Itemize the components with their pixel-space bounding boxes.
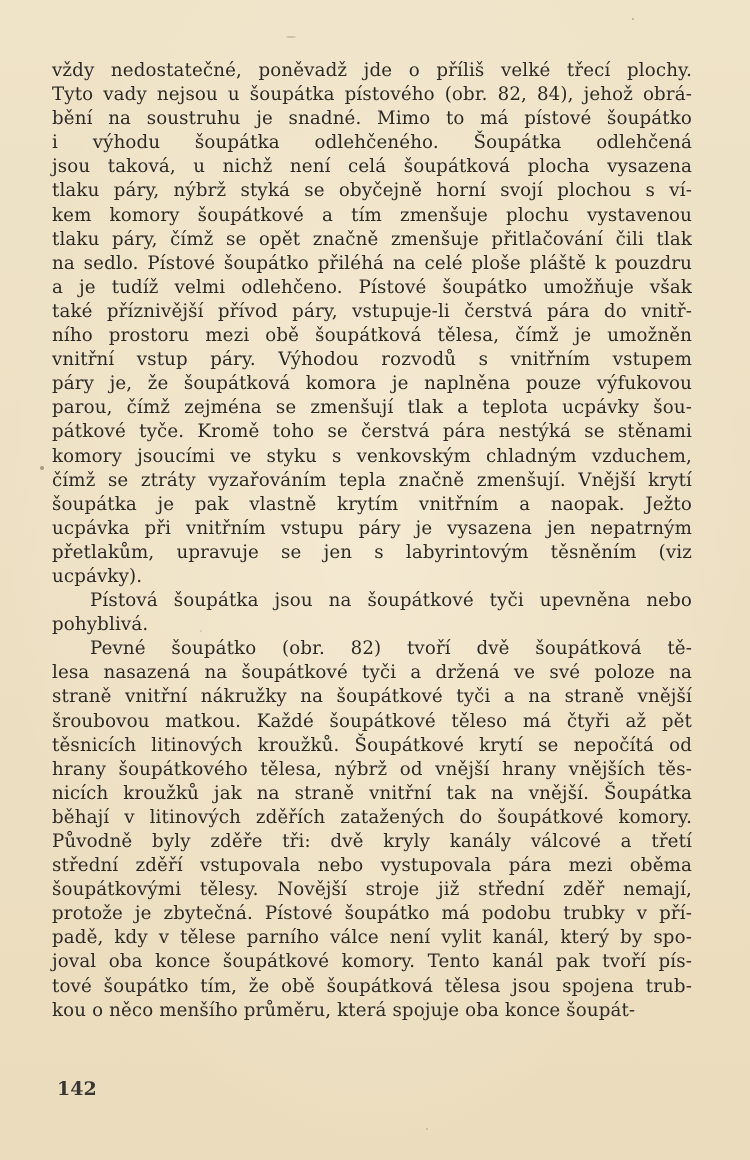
text-line: Pístová šoupátka jsou na šoupátkové tyči upevněna nebo bbox=[90, 590, 692, 612]
text-line: tlaku páry, čímž se opět značně zmenšuje přitlačování čili tlak bbox=[52, 228, 692, 250]
text-line: šoupátkovými tělesy. Novější stroje již střední zděř nemají, bbox=[52, 879, 692, 901]
text-line: kou o něco menšího průměru, která spojuje oba konce šoupát- bbox=[52, 999, 636, 1021]
text-line: tlaku páry, nýbrž styká se obyčejně horní svojí plochou s ví- bbox=[52, 180, 692, 202]
text-line: i výhodu šoupátka odlehčeného. Šoupátka odlehčená bbox=[52, 132, 692, 154]
text-line: tové šoupátko tím, že obě šoupátková tělesa jsou spojena trub- bbox=[52, 975, 692, 997]
paper-speck bbox=[632, 18, 634, 20]
page-number: 142 bbox=[57, 1078, 97, 1100]
text-line: a je tudíž velmi odlehčeno. Pístové šoupátko umožňuje však bbox=[52, 276, 692, 298]
text-line: protože je zbytečná. Pístové šoupátko má podobu trubky v pří- bbox=[52, 903, 692, 925]
text-line: jsou taková, u nichž není celá šoupátková plocha vysazena bbox=[52, 156, 692, 178]
text-line: bění na soustruhu je snadné. Mimo to má pístové šoupátko bbox=[52, 108, 692, 130]
text-line: komory jsoucími ve styku s venkovským chladným vzduchem, bbox=[52, 445, 692, 467]
text-line: kem komory šoupátkové a tím zmenšuje plochu vystavenou bbox=[52, 204, 692, 226]
text-line: také příznivější přívod páry, vstupuje-li čerstvá pára do vnitř- bbox=[52, 300, 692, 322]
paragraph bbox=[52, 637, 692, 1023]
text-line: Tyto vady nejsou u šoupátka pístového (obr. 82, 84), jehož obrá- bbox=[52, 84, 692, 106]
text-line: joval oba konce šoupátkové komory. Tento kanál pak tvoří pís- bbox=[52, 951, 692, 973]
text-line: lesa nasazená na šoupátkové tyči a držená ve své poloze na bbox=[52, 662, 692, 684]
text-line: Pevné šoupátko (obr. 82) tvoří dvě šoupátková tě- bbox=[90, 638, 692, 660]
text-line: nicích kroužků jak na straně vnitřní tak na vnější. Šoupátka bbox=[52, 782, 692, 804]
text-line: straně vnitřní nákružky na šoupátkové tyči a na straně vnější bbox=[52, 686, 692, 708]
text-line: ucpávka při vnitřním vstupu páry je vysazena jen nepatrným bbox=[52, 517, 692, 539]
text-line: běhají v litinových zděřích zatažených do šoupátkové komory. bbox=[52, 806, 692, 828]
text-line: Původně byly zděře tři: dvě kryly kanály válcové a třetí bbox=[52, 831, 692, 852]
text-line: ního prostoru mezi obě šoupátková tělesa, čímž je umožněn bbox=[52, 325, 692, 347]
text-line: hrany šoupátkového tělesa, nýbrž od vnější hrany vnějších těs- bbox=[52, 758, 692, 780]
text-line: těsnicích litinových kroužků. Šoupátkové krytí se nepočítá od bbox=[52, 734, 692, 756]
text-line: pátkové tyče. Kromě toho se čerstvá pára nestýká se stěnami bbox=[52, 421, 692, 443]
text-line: pohyblivá. bbox=[52, 614, 149, 636]
text-line: přetlakům, upravuje se jen s labyrintovým těsněním (viz bbox=[52, 541, 692, 563]
paper-speck bbox=[426, 1128, 428, 1130]
paragraph bbox=[52, 589, 692, 637]
text-line: páry je, že šoupátková komora je naplněna pouze výfukovou bbox=[52, 373, 692, 395]
paper-speck bbox=[286, 36, 296, 38]
paragraph bbox=[52, 59, 692, 589]
text-line: padě, kdy v tělese parního válce není vylit kanál, který by spo- bbox=[52, 927, 692, 949]
text-line: střední zděří vstupovala nebo vystupovala pára mezi oběma bbox=[52, 855, 692, 877]
body-text bbox=[52, 59, 692, 1023]
text-line: vnitřní vstup páry. Výhodou rozvodů s vnitřním vstupem bbox=[52, 349, 692, 371]
text-line: parou, čímž zejména se zmenšují tlak a teplota ucpávky šou- bbox=[52, 397, 692, 419]
text-line: vždy nedostatečné, poněvadž jde o příliš velké třecí plochy. bbox=[52, 60, 692, 81]
text-line: na sedlo. Pístové šoupátko přiléhá na celé ploše pláště k pouzdru bbox=[52, 252, 692, 274]
paper-speck bbox=[40, 466, 44, 470]
text-line: šroubovou matkou. Každé šoupátkové těleso má čtyři až pět bbox=[52, 710, 692, 732]
text-line: ucpávky). bbox=[52, 565, 143, 587]
text-line: čímž se ztráty vyzařováním tepla značně zmenšují. Vnější krytí bbox=[52, 469, 692, 491]
text-line: šoupátka je pak vlastně krytím vnitřním a naopak. Ježto bbox=[52, 493, 692, 515]
